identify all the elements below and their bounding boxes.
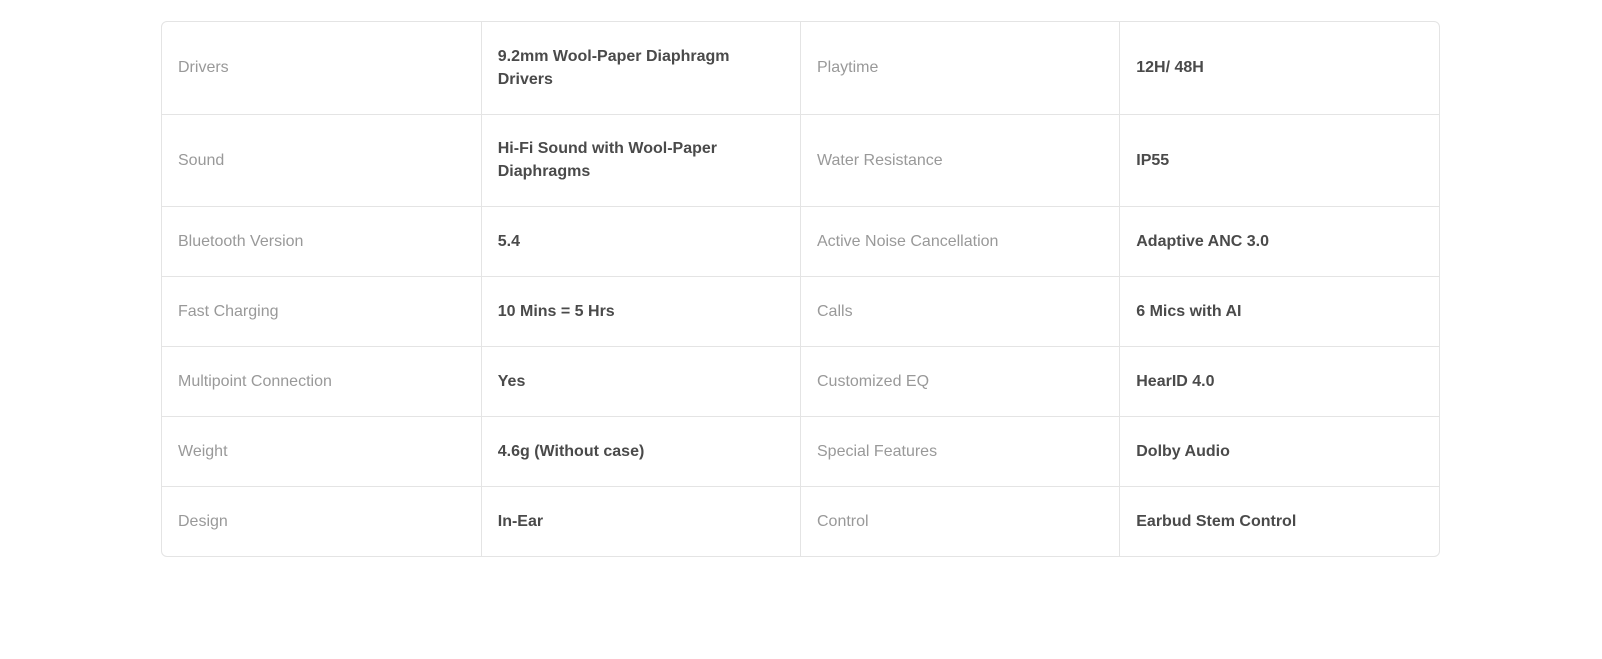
spec-value: 4.6g (Without case) bbox=[481, 416, 800, 486]
table-row bbox=[162, 276, 1439, 346]
spec-value: IP55 bbox=[1120, 114, 1439, 206]
spec-table bbox=[162, 22, 1439, 556]
spec-value: Hi-Fi Sound with Wool-Paper Diaphragms bbox=[481, 114, 800, 206]
spec-value: In-Ear bbox=[481, 486, 800, 556]
spec-label: Drivers bbox=[162, 22, 481, 114]
table-row bbox=[162, 22, 1439, 114]
spec-value: 12H/ 48H bbox=[1120, 22, 1439, 114]
spec-label: Weight bbox=[162, 416, 481, 486]
spec-value: 5.4 bbox=[481, 206, 800, 276]
spec-label: Water Resistance bbox=[801, 114, 1120, 206]
spec-value: Adaptive ANC 3.0 bbox=[1120, 206, 1439, 276]
spec-label: Design bbox=[162, 486, 481, 556]
table-row bbox=[162, 416, 1439, 486]
table-row bbox=[162, 346, 1439, 416]
spec-label: Playtime bbox=[801, 22, 1120, 114]
spec-label: Calls bbox=[801, 276, 1120, 346]
spec-label: Active Noise Cancellation bbox=[801, 206, 1120, 276]
spec-label: Sound bbox=[162, 114, 481, 206]
spec-value: 9.2mm Wool-Paper Diaphragm Drivers bbox=[481, 22, 800, 114]
spec-label: Customized EQ bbox=[801, 346, 1120, 416]
spec-value: 6 Mics with AI bbox=[1120, 276, 1439, 346]
spec-label: Special Features bbox=[801, 416, 1120, 486]
spec-value: Dolby Audio bbox=[1120, 416, 1439, 486]
table-row bbox=[162, 486, 1439, 556]
table-row bbox=[162, 206, 1439, 276]
spec-value: 10 Mins = 5 Hrs bbox=[481, 276, 800, 346]
spec-label: Multipoint Connection bbox=[162, 346, 481, 416]
spec-value: Earbud Stem Control bbox=[1136, 512, 1297, 530]
spec-value: HearID 4.0 bbox=[1120, 346, 1439, 416]
table-row bbox=[162, 114, 1439, 206]
spec-label: Control bbox=[801, 486, 1120, 556]
spec-label: Fast Charging bbox=[162, 276, 481, 346]
spec-value: Yes bbox=[481, 346, 800, 416]
spec-label: Bluetooth Version bbox=[162, 206, 481, 276]
spec-table-container bbox=[161, 21, 1440, 557]
